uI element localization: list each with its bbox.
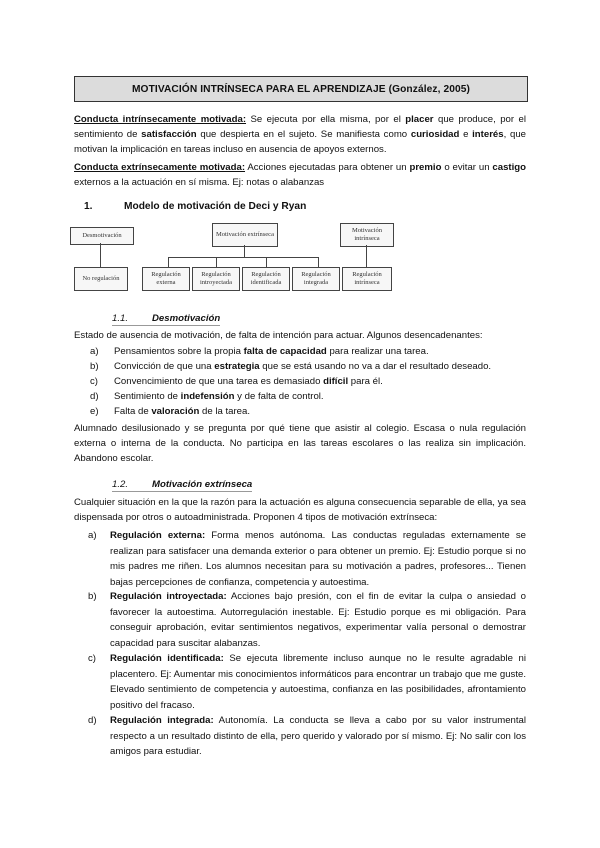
desmotivacion-intro: Estado de ausencia de motivación, de falta de intención para actuar. Algunos desencadenantes: [74, 330, 483, 341]
text: , que motivan la implicación en tareas incluso en ausencia de apoyos externos. [74, 129, 526, 155]
extrinseca-item-a [88, 528, 526, 590]
box-regulacion-introyectada: Regulación introyectada [192, 267, 240, 291]
intro-paragraph-intrinsic [74, 112, 526, 157]
text: Acciones ejecutadas para obtener un [245, 162, 410, 173]
subsection-title: Desmotivación [152, 313, 221, 324]
text: que despierta en el sujeto. Se manifiesta como [196, 129, 411, 140]
box-regulacion-identificada: Regulación identificada [242, 267, 290, 291]
item-text: Autonomía. La conducta se lleva a cabo por su valor instrumental respecto a un resultado distinto de ella, pero querido y valorado por sí mismo. Ej: No salir con los amigos para estudiar. [110, 715, 527, 757]
document-title [74, 76, 528, 102]
extrinsic-label: Conducta extrínsecamente motivada: [74, 162, 246, 173]
bold-term: falta de capacidad [243, 346, 327, 357]
section-1-heading [84, 201, 306, 212]
connector-line [168, 257, 169, 267]
bold-term: satisfacción [141, 129, 197, 140]
list-marker: d) [88, 715, 97, 726]
bold-term: valoración [151, 406, 200, 417]
list-item [90, 389, 526, 404]
list-item [90, 359, 526, 374]
text: externos a la actuación en sí misma. Ej: notas o alabanzas [74, 177, 325, 188]
item-label: Regulación identificada: [110, 653, 224, 664]
extrinseca-item-d [88, 713, 526, 760]
item-text: Forma menos autónoma. Las conductas reguladas externamente se realizan para satisfacer una demanda exterior o para obtener un premio. Ej: Estudio porque si no mis padres me riñen. Los alumnos necesitan para su motivación a padres, profesores... Tienen bajas percepciones de confianza, competencia y autoestima. [110, 530, 527, 588]
box-regulacion-integrada: Regulación integrada [292, 267, 340, 291]
text: Pensamientos sobre la propia [114, 346, 244, 357]
box-motivacion-intrinseca: Motivación intrínseca [340, 223, 394, 247]
box-regulacion-intrinseca: Regulación intrínseca [342, 267, 392, 291]
text: que produce, por el sentimiento de [74, 114, 526, 140]
intro-paragraph-extrinsic [74, 160, 526, 190]
title-text: MOTIVACIÓN INTRÍNSECA PARA EL APRENDIZAJE (González, 2005) [131, 83, 471, 95]
text: Falta de [114, 406, 152, 417]
connector-line [216, 257, 217, 267]
box-regulacion-externa: Regulación externa [142, 267, 190, 291]
text: y de falta de control. [234, 391, 324, 402]
item-label: Regulación integrada: [110, 715, 214, 726]
connector-line [100, 243, 101, 267]
item-text: Acciones bajo presión, con el fin de evitar la culpa o ansiedad o favorecer la autoestima. Autorregulación inestable. Ej: Estudio porque es mi obligación. Para conseguir aprobación, evitar sentimientos negativos, experimentar valía personal o demostrar capacidad para suscitar alabanzas. [110, 591, 526, 649]
text: para realizar una tarea. [326, 346, 429, 357]
extrinseca-item-b [88, 589, 526, 651]
bold-term: curiosidad [410, 129, 460, 140]
text: e [459, 129, 473, 140]
item-label: Regulación externa: [110, 530, 206, 541]
item-text: Se ejecuta libremente incluso aunque no le resulte agradable ni placentero. Ej: Aumentar mis conocimientos informáticos para encontrar un trabajo que me guste. Elevado sentimiento de competencia y autoestima, confianza en las posibilidades, afrontamiento positivo del fracaso. [110, 653, 526, 711]
bold-term: indefensión [180, 391, 235, 402]
subsection-title: Motivación extrínseca [152, 479, 253, 490]
bold-term: placer [405, 114, 434, 125]
text: para él. [348, 376, 383, 387]
list-item [90, 344, 526, 359]
connector-line [366, 245, 367, 267]
text: Se ejecuta por ella misma, por el [246, 114, 406, 125]
list-marker: c) [88, 653, 96, 664]
section-title: Modelo de motivación de Deci y Ryan [124, 201, 307, 212]
item-label: Regulación introyectada: [110, 591, 227, 602]
bold-term: estrategia [214, 361, 260, 372]
list-marker: a) [88, 530, 97, 541]
intrinsic-label: Conducta intrínsecamente motivada: [74, 114, 247, 125]
connector-line [318, 257, 319, 267]
connector-line [244, 245, 245, 257]
text: Convencimiento de que una tarea es demasiado [114, 376, 324, 387]
subsection-1-1-heading [112, 313, 220, 326]
bold-term: castigo [492, 162, 526, 173]
text: Sentimiento de [114, 391, 181, 402]
box-no-regulacion: No regulación [74, 267, 128, 291]
text: o evitar un [441, 162, 493, 173]
subsection-number: 1.1. [112, 313, 129, 324]
subsection-number: 1.2. [112, 479, 129, 490]
extrinseca-intro: Cualquier situación en la que la razón para la actuación es alguna consecuencia separable de ella, ya sea dispensada por otros o autoadministrada. Proponen 4 tipos de motivación extrínseca: [74, 497, 526, 523]
box-desmotivacion: Desmotivación [70, 227, 134, 245]
connector-line [168, 257, 318, 258]
list-marker: b) [90, 361, 99, 372]
desmotivacion-list [90, 344, 526, 419]
extrinseca-item-c [88, 651, 526, 713]
list-marker: a) [90, 346, 99, 357]
text: Convicción de que una [114, 361, 215, 372]
list-item [90, 374, 526, 389]
text: que se está usando no va a dar el resultado deseado. [259, 361, 492, 372]
connector-line [266, 257, 267, 267]
list-marker: c) [90, 376, 98, 387]
bold-term: difícil [323, 376, 349, 387]
list-item [90, 404, 526, 419]
list-marker: b) [88, 591, 97, 602]
deci-ryan-diagram [70, 219, 400, 299]
list-marker: d) [90, 391, 99, 402]
text: de la tarea. [199, 406, 251, 417]
bold-term: interés [472, 129, 504, 140]
section-number: 1. [84, 201, 93, 212]
bold-term: premio [409, 162, 442, 173]
list-marker: e) [90, 406, 99, 417]
desmotivacion-closing: Alumnado desilusionado y se pregunta por qué tiene que asistir al colegio. Escasa o nula regulación externa o interna de la conducta. No participa en las tareas escolares o las realiza sin implicación. Abandono escolar. [74, 423, 526, 464]
subsection-1-2-heading [112, 479, 252, 492]
box-motivacion-extrinseca: Motivación extrínseca [212, 223, 278, 247]
